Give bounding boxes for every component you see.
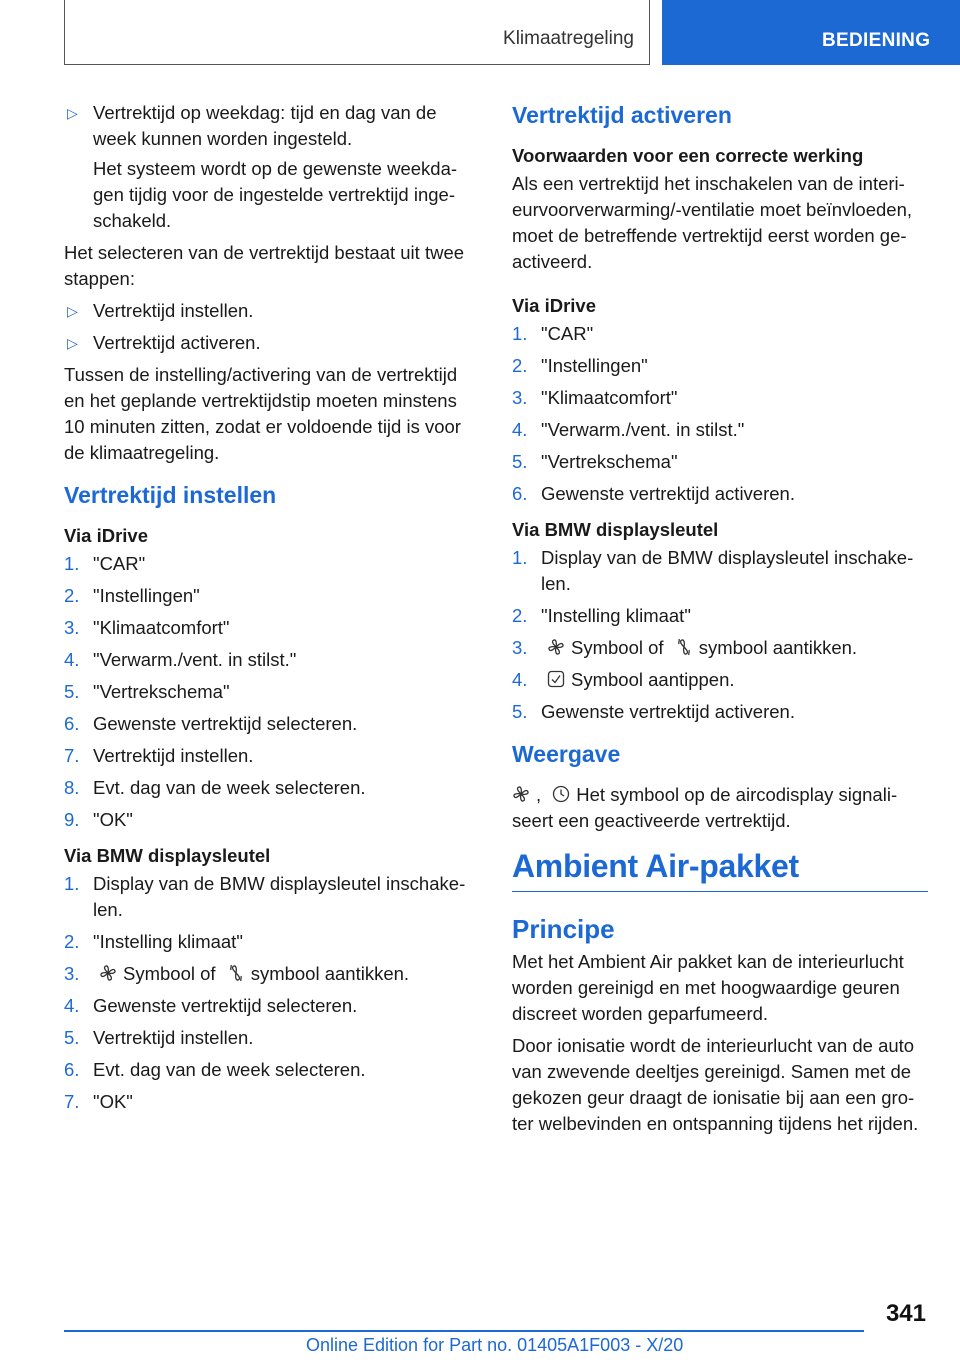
- left-column: [64, 100, 480, 1123]
- chapter-title: Ambient Air-pakket: [512, 848, 928, 892]
- list-item: ▷ Vertrektijd activeren.: [64, 330, 480, 356]
- list-item: 2. "Instelling klimaat": [64, 931, 243, 952]
- via-key-label: Via BMW displaysleutel: [64, 845, 271, 866]
- triangle-right-icon: ▷: [67, 303, 78, 319]
- list-item: 7. "OK": [64, 1091, 133, 1112]
- list-item: 1. "CAR": [64, 553, 146, 574]
- intro-bullets: [64, 100, 480, 234]
- checkbox-icon: [547, 669, 565, 687]
- clock-icon: [552, 784, 570, 802]
- list-item: 1. Display van de BMW displaysleutel inschakelen.: [512, 547, 914, 594]
- list-item: 3. Symbool of symbool aantikken.: [64, 963, 410, 984]
- footer-divider: [64, 1330, 864, 1332]
- list-item: 5. "Vertrekschema": [64, 681, 230, 702]
- idrive-steps-list: [64, 551, 480, 833]
- page-number: 341: [885, 1300, 926, 1327]
- via-idrive-label: Via iDrive: [64, 525, 148, 546]
- list-item: 5. Vertrektijd instellen.: [64, 1027, 254, 1048]
- list-item: 6. Gewenste vertrektijd activeren.: [512, 483, 795, 504]
- key-activate-steps-list: [512, 545, 928, 725]
- paragraph-selection: Het selecteren van de vertrektijd bestaat uit twee stappen:: [64, 242, 465, 289]
- heading-principe: Principe: [512, 914, 615, 944]
- list-item: 6. Gewenste vertrektijd selecteren.: [64, 713, 358, 734]
- list-item: 7. Vertrektijd instellen.: [64, 745, 254, 766]
- principe-paragraph-1: Met het Ambient Air pakket kan de interieurlucht worden gereinigd en met hoogwaardige geuren discreet worden geparfumeerd.: [512, 951, 904, 1024]
- list-item: 5. "Vertrekschema": [512, 451, 678, 472]
- list-item: 5. Gewenste vertrektijd activeren.: [512, 701, 795, 722]
- list-item: 4. "Verwarm./vent. in stilst.": [64, 649, 297, 670]
- list-item: 3. "Klimaatcomfort": [512, 387, 678, 408]
- list-item: 4. Symbool aantippen.: [512, 669, 735, 690]
- conditions-label: Voorwaarden voor een correcte werking: [512, 145, 864, 166]
- triangle-right-icon: ▷: [67, 105, 78, 121]
- bullet-subtext: Het systeem wordt op de gewenste weekdagen tijdig voor de ingestelde vertrektijd ingeschakeld.: [93, 158, 458, 231]
- via-idrive-label: Via iDrive: [512, 295, 596, 316]
- heading-weergave: Weergave: [512, 741, 621, 767]
- list-item: 4. "Verwarm./vent. in stilst.": [512, 419, 745, 440]
- conditions-text: Als een vertrektijd het inschakelen van de interieurvoorverwarming/-ventilatie moet beïnvloeden, moet de betreffende vertrektijd eerst worden geactiveerd.: [512, 173, 913, 272]
- list-item: 6. Evt. dag van de week selecteren.: [64, 1059, 366, 1080]
- heading-vertrektijd-activeren: Vertrektijd activeren: [512, 102, 732, 128]
- list-item: 3. "Klimaatcomfort": [64, 617, 230, 638]
- list-item: 2. "Instellingen": [512, 355, 648, 376]
- idrive-activate-steps-list: [512, 321, 928, 507]
- key-steps-list: [64, 871, 480, 1115]
- fan-icon: [99, 963, 117, 981]
- footer-edition: Online Edition for Part no. 01405A1F003 - X/20: [306, 1335, 684, 1355]
- list-item: 8. Evt. dag van de week selecteren.: [64, 777, 366, 798]
- list-item: 1. "CAR": [512, 323, 594, 344]
- header-section-title: Klimaatregeling: [503, 28, 634, 49]
- list-item: ▷ Vertrektijd op weekdag: tijd en dag van de week kunnen worden ingesteld. Het systeem wordt op de gewenste weekdagen tijdig voor de ingestelde vertrektijd ingeschakeld.: [64, 100, 480, 234]
- list-item: 3. Symbool of symbool aantikken.: [512, 637, 858, 658]
- list-item: 2. "Instellingen": [64, 585, 200, 606]
- header-chapter-title: BEDIENING: [822, 30, 931, 51]
- header-chapter-tab: [662, 0, 960, 65]
- right-column: [512, 100, 928, 1143]
- list-item: 2. "Instelling klimaat": [512, 605, 691, 626]
- fan-heat-icon: [675, 637, 693, 655]
- heading-vertrektijd-instellen: Vertrektijd instellen: [64, 482, 277, 508]
- paragraph-interval: Tussen de instelling/activering van de vertrektijd en het geplande vertrektijdstip moeten minstens 10 minuten zitten, zodat er voldoende tijd is voor de klimaatregeling.: [64, 364, 461, 463]
- fan-heat-icon: [227, 963, 245, 981]
- weergave-text: , Het symbool op de aircodisplay signaliseert een geactiveerde vertrektijd.: [512, 784, 898, 831]
- list-item: 4. Gewenste vertrektijd selecteren.: [64, 995, 358, 1016]
- list-item: ▷ Vertrektijd instellen.: [64, 298, 480, 324]
- principe-paragraph-2: Door ionisatie wordt de interieurlucht van de auto van zwevende deeltjes gereinigd. Samen met de gekozen geur draagt de ionisatie bij aan een groter welbevinden en ontspanning tijdens het rijden.: [512, 1035, 919, 1134]
- via-key-label: Via BMW displaysleutel: [512, 519, 719, 540]
- selection-bullets: [64, 298, 480, 356]
- triangle-right-icon: ▷: [67, 335, 78, 351]
- fan-icon: [512, 784, 530, 802]
- list-item: 9. "OK": [64, 809, 133, 830]
- fan-icon: [547, 637, 565, 655]
- list-item: 1. Display van de BMW displaysleutel inschakelen.: [64, 873, 466, 920]
- page-header: [0, 0, 960, 66]
